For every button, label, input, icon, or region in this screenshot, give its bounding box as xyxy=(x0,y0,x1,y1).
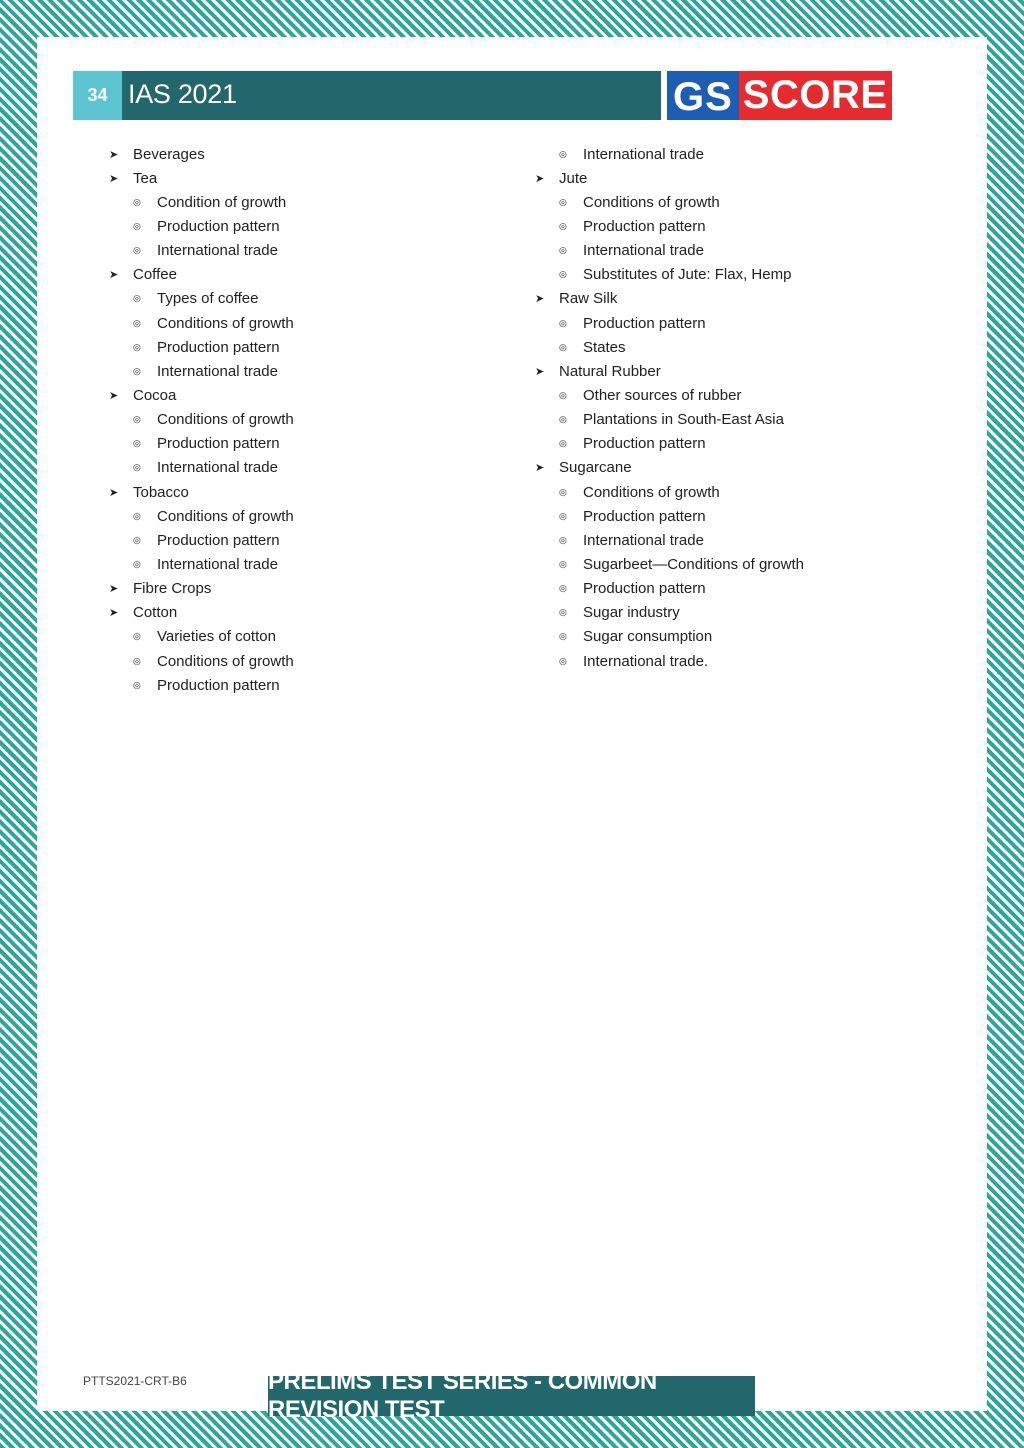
list-item-text: Production pattern xyxy=(583,435,706,453)
list-item-text: Tobacco xyxy=(133,483,189,501)
circle-bullet-icon: ◎ xyxy=(559,389,567,400)
arrow-bullet-icon: ➤ xyxy=(109,172,119,185)
arrow-bullet-icon: ➤ xyxy=(535,293,545,306)
arrow-bullet-icon: ➤ xyxy=(109,148,119,161)
list-item-text: Condition of growth xyxy=(157,193,287,211)
footer-banner: PRELIMS TEST SERIES - COMMON REVISION TEST xyxy=(268,1376,755,1416)
circle-bullet-icon: ◎ xyxy=(133,438,141,449)
sub-list-item xyxy=(109,311,529,335)
list-item-text: Coffee xyxy=(133,266,177,284)
circle-bullet-icon: ◎ xyxy=(559,655,567,666)
sub-list-item xyxy=(109,408,529,432)
sub-list-item xyxy=(109,190,529,214)
sub-list-item xyxy=(535,214,955,238)
list-item xyxy=(109,601,529,625)
sub-list-item xyxy=(535,190,955,214)
sub-list-item xyxy=(535,528,955,552)
circle-bullet-icon: ◎ xyxy=(133,558,141,569)
circle-bullet-icon: ◎ xyxy=(559,220,567,231)
list-item-text: Varieties of cotton xyxy=(157,628,276,646)
list-item-text: Sugar consumption xyxy=(583,628,713,646)
list-item-text: Types of coffee xyxy=(157,290,259,308)
circle-bullet-icon: ◎ xyxy=(559,631,567,642)
circle-bullet-icon: ◎ xyxy=(133,293,141,304)
list-item-text: Sugarcane xyxy=(559,459,632,477)
sub-list-item xyxy=(109,528,529,552)
list-item xyxy=(109,166,529,190)
sub-list-item xyxy=(109,239,529,263)
circle-bullet-icon: ◎ xyxy=(559,245,567,256)
circle-bullet-icon: ◎ xyxy=(559,341,567,352)
list-item-text: States xyxy=(583,338,626,356)
sub-list-item xyxy=(535,625,955,649)
footer-code: PTTS2021-CRT-B6 xyxy=(83,1374,187,1388)
list-item xyxy=(535,166,955,190)
list-item-text: International trade xyxy=(157,362,278,380)
circle-bullet-icon: ◎ xyxy=(559,486,567,497)
list-item-text: International trade. xyxy=(583,652,709,670)
sub-list-item xyxy=(109,432,529,456)
list-item-text: Sugarbeet—Conditions of growth xyxy=(583,555,804,573)
sub-list-item xyxy=(535,480,955,504)
list-item-text: Production pattern xyxy=(583,507,706,525)
list-item-text: International trade xyxy=(157,459,278,477)
sub-list-item xyxy=(535,504,955,528)
list-item-text: Conditions of growth xyxy=(157,507,294,525)
circle-bullet-icon: ◎ xyxy=(133,341,141,352)
sub-list-item xyxy=(109,673,529,697)
sub-list-item xyxy=(535,335,955,359)
list-item-text: Production pattern xyxy=(157,338,280,356)
sub-list-item xyxy=(109,504,529,528)
arrow-bullet-icon: ➤ xyxy=(109,269,119,282)
sub-list-item xyxy=(109,649,529,673)
circle-bullet-icon: ◎ xyxy=(133,679,141,690)
circle-bullet-icon: ◎ xyxy=(559,269,567,280)
list-item-text: Cotton xyxy=(133,604,178,622)
list-item-text: International trade xyxy=(157,555,278,573)
circle-bullet-icon: ◎ xyxy=(133,317,141,328)
sub-list-item xyxy=(535,649,955,673)
sub-list-item xyxy=(535,432,955,456)
list-item-text: Tea xyxy=(133,169,158,187)
arrow-bullet-icon: ➤ xyxy=(535,172,545,185)
circle-bullet-icon: ◎ xyxy=(133,414,141,425)
list-item-text: Natural Rubber xyxy=(559,362,661,380)
sub-list-item xyxy=(535,577,955,601)
list-item-text: Sugar industry xyxy=(583,604,680,622)
list-item xyxy=(535,456,955,480)
list-item-text: Conditions of growth xyxy=(583,193,720,211)
circle-bullet-icon: ◎ xyxy=(559,607,567,618)
circle-bullet-icon: ◎ xyxy=(559,583,567,594)
circle-bullet-icon: ◎ xyxy=(133,655,141,666)
sub-list-item xyxy=(109,335,529,359)
list-item-text: Cocoa xyxy=(133,386,177,404)
right-column xyxy=(535,142,955,673)
sub-list-item xyxy=(109,214,529,238)
list-item-text: Conditions of growth xyxy=(157,652,294,670)
list-item xyxy=(535,287,955,311)
circle-bullet-icon: ◎ xyxy=(133,220,141,231)
arrow-bullet-icon: ➤ xyxy=(109,607,119,620)
logo-score: SCORE xyxy=(739,71,892,120)
sub-list-item xyxy=(535,239,955,263)
sub-list-item xyxy=(109,456,529,480)
sub-list-item xyxy=(535,311,955,335)
list-item-text: Production pattern xyxy=(583,217,706,235)
sub-list-item xyxy=(535,408,955,432)
logo-gs: GS xyxy=(667,71,739,120)
list-item-text: Production pattern xyxy=(157,435,280,453)
circle-bullet-icon: ◎ xyxy=(559,534,567,545)
list-item-text: Jute xyxy=(559,169,588,187)
left-column xyxy=(109,142,529,697)
arrow-bullet-icon: ➤ xyxy=(109,486,119,499)
list-item xyxy=(109,577,529,601)
sub-list-item xyxy=(535,601,955,625)
list-item-text: Production pattern xyxy=(583,314,706,332)
page xyxy=(37,37,987,1423)
page-number: 34 xyxy=(73,71,122,120)
sub-list-item xyxy=(109,625,529,649)
circle-bullet-icon: ◎ xyxy=(559,438,567,449)
list-item-text: Production pattern xyxy=(157,531,280,549)
circle-bullet-icon: ◎ xyxy=(559,558,567,569)
list-item-text: International trade xyxy=(583,531,704,549)
arrow-bullet-icon: ➤ xyxy=(109,583,119,596)
circle-bullet-icon: ◎ xyxy=(133,462,141,473)
circle-bullet-icon: ◎ xyxy=(559,510,567,521)
list-item-text: Production pattern xyxy=(583,580,706,598)
header-title: IAS 2021 xyxy=(128,79,237,109)
sub-list-item xyxy=(109,552,529,576)
sub-list-item xyxy=(109,287,529,311)
circle-bullet-icon: ◎ xyxy=(559,317,567,328)
header-bar xyxy=(73,71,661,120)
arrow-bullet-icon: ➤ xyxy=(535,365,545,378)
list-item-text: International trade xyxy=(157,242,278,260)
gs-score-logo xyxy=(667,71,892,120)
circle-bullet-icon: ◎ xyxy=(133,510,141,521)
circle-bullet-icon: ◎ xyxy=(133,631,141,642)
circle-bullet-icon: ◎ xyxy=(133,365,141,376)
list-item-text: Other sources of rubber xyxy=(583,386,742,404)
sub-list-item xyxy=(535,552,955,576)
sub-list-item xyxy=(535,142,955,166)
circle-bullet-icon: ◎ xyxy=(559,196,567,207)
list-item xyxy=(535,359,955,383)
list-item-text: Conditions of growth xyxy=(157,314,294,332)
list-item-text: Production pattern xyxy=(157,676,280,694)
list-item xyxy=(109,263,529,287)
circle-bullet-icon: ◎ xyxy=(133,196,141,207)
circle-bullet-icon: ◎ xyxy=(559,414,567,425)
list-item-text: Beverages xyxy=(133,145,205,163)
list-item xyxy=(109,480,529,504)
circle-bullet-icon: ◎ xyxy=(559,148,567,159)
list-item-text: Production pattern xyxy=(157,217,280,235)
list-item-text: Conditions of growth xyxy=(583,483,720,501)
list-item-text: Plantations in South-East Asia xyxy=(583,411,784,429)
list-item-text: International trade xyxy=(583,145,704,163)
arrow-bullet-icon: ➤ xyxy=(109,389,119,402)
list-item xyxy=(109,383,529,407)
list-item-text: Raw Silk xyxy=(559,290,618,308)
list-item-text: Substitutes of Jute: Flax, Hemp xyxy=(583,266,792,284)
circle-bullet-icon: ◎ xyxy=(133,245,141,256)
sub-list-item xyxy=(535,383,955,407)
list-item-text: Conditions of growth xyxy=(157,411,294,429)
sub-list-item xyxy=(109,359,529,383)
circle-bullet-icon: ◎ xyxy=(133,534,141,545)
sub-list-item xyxy=(535,263,955,287)
list-item-text: Fibre Crops xyxy=(133,580,212,598)
list-item xyxy=(109,142,529,166)
arrow-bullet-icon: ➤ xyxy=(535,462,545,475)
list-item-text: International trade xyxy=(583,242,704,260)
